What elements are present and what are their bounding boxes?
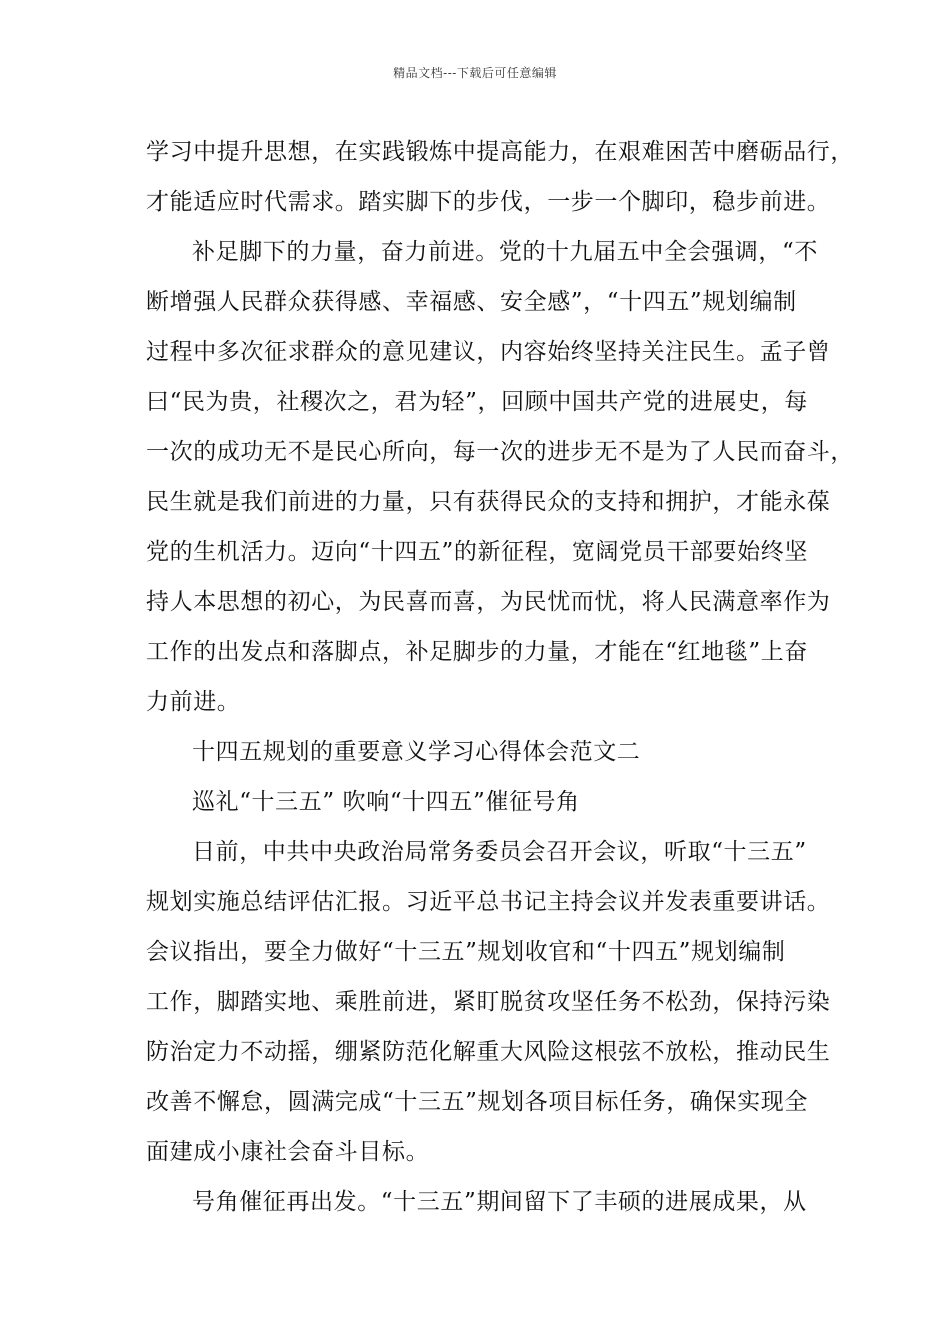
text-line: 曰“民为贵，社稷次之，君为轻”，回顾中国共产党的进展史，每 [146,389,808,415]
text-line: 学习中提升思想，在实践锻炼中提高能力，在艰难困苦中磨砺品行， [146,139,854,165]
text-line: 面建成小康社会奋斗目标。 [146,1139,430,1165]
text-line: 才能适应时代需求。踏实脚下的步伐，一步一个脚印，稳步前进。 [146,189,831,215]
text-line: 一次的成功无不是民心所向，每一次的进步无不是为了人民而奋斗， [146,439,854,465]
text-line: 过程中多次征求群众的意见建议，内容始终坚持关注民生。孟子曾 [146,339,831,365]
text-line: 十四五规划的重要意义学习心得体会范文二 [192,739,641,765]
text-line: 持人本思想的初心，为民喜而喜，为民忧而忧，将人民满意率作为 [146,589,831,615]
text-line: 巡礼“十三五” 吹响“十四五”催征号角 [192,789,580,815]
text-line: 党的生机活力。迈向“十四五”的新征程，宽阔党员干部要始终坚 [146,539,808,565]
text-line: 防治定力不动摇，绷紧防范化解重大风险这根弦不放松，推动民生 [146,1039,831,1065]
text-line: 断增强人民群众获得感、幸福感、安全感”，“十四五”规划编制 [146,289,797,315]
text-line: 民生就是我们前进的力量，只有获得民众的支持和拥护，才能永葆 [146,489,831,515]
text-line: 工作的出发点和落脚点，补足脚步的力量，才能在“红地毯”上奋 [146,639,808,665]
body-text [146,127,854,1227]
page-header: 精品文档---下载后可任意编辑 [393,66,557,80]
text-line: 号角催征再出发。“十三五”期间留下了丰硕的进展成果，从 [192,1189,807,1215]
text-line: 力前进。 [146,689,241,715]
text-line: 规划实施总结评估汇报。习近平总书记主持会议并发表重要讲话。 [146,889,831,915]
text-line: 日前，中共中央政治局常务委员会召开会议，听取“十三五” [192,839,807,865]
text-line: 会议指出，要全力做好“十三五”规划收官和“十四五”规划编制 [146,939,786,965]
text-line: 改善不懈怠，圆满完成“十三五”规划各项目标任务，确保实现全 [146,1089,808,1115]
text-line: 补足脚下的力量，奋力前进。党的十九届五中全会强调，“不 [192,239,818,265]
text-line: 工作，脚踏实地、乘胜前进，紧盯脱贫攻坚任务不松劲，保持污染 [146,989,831,1015]
